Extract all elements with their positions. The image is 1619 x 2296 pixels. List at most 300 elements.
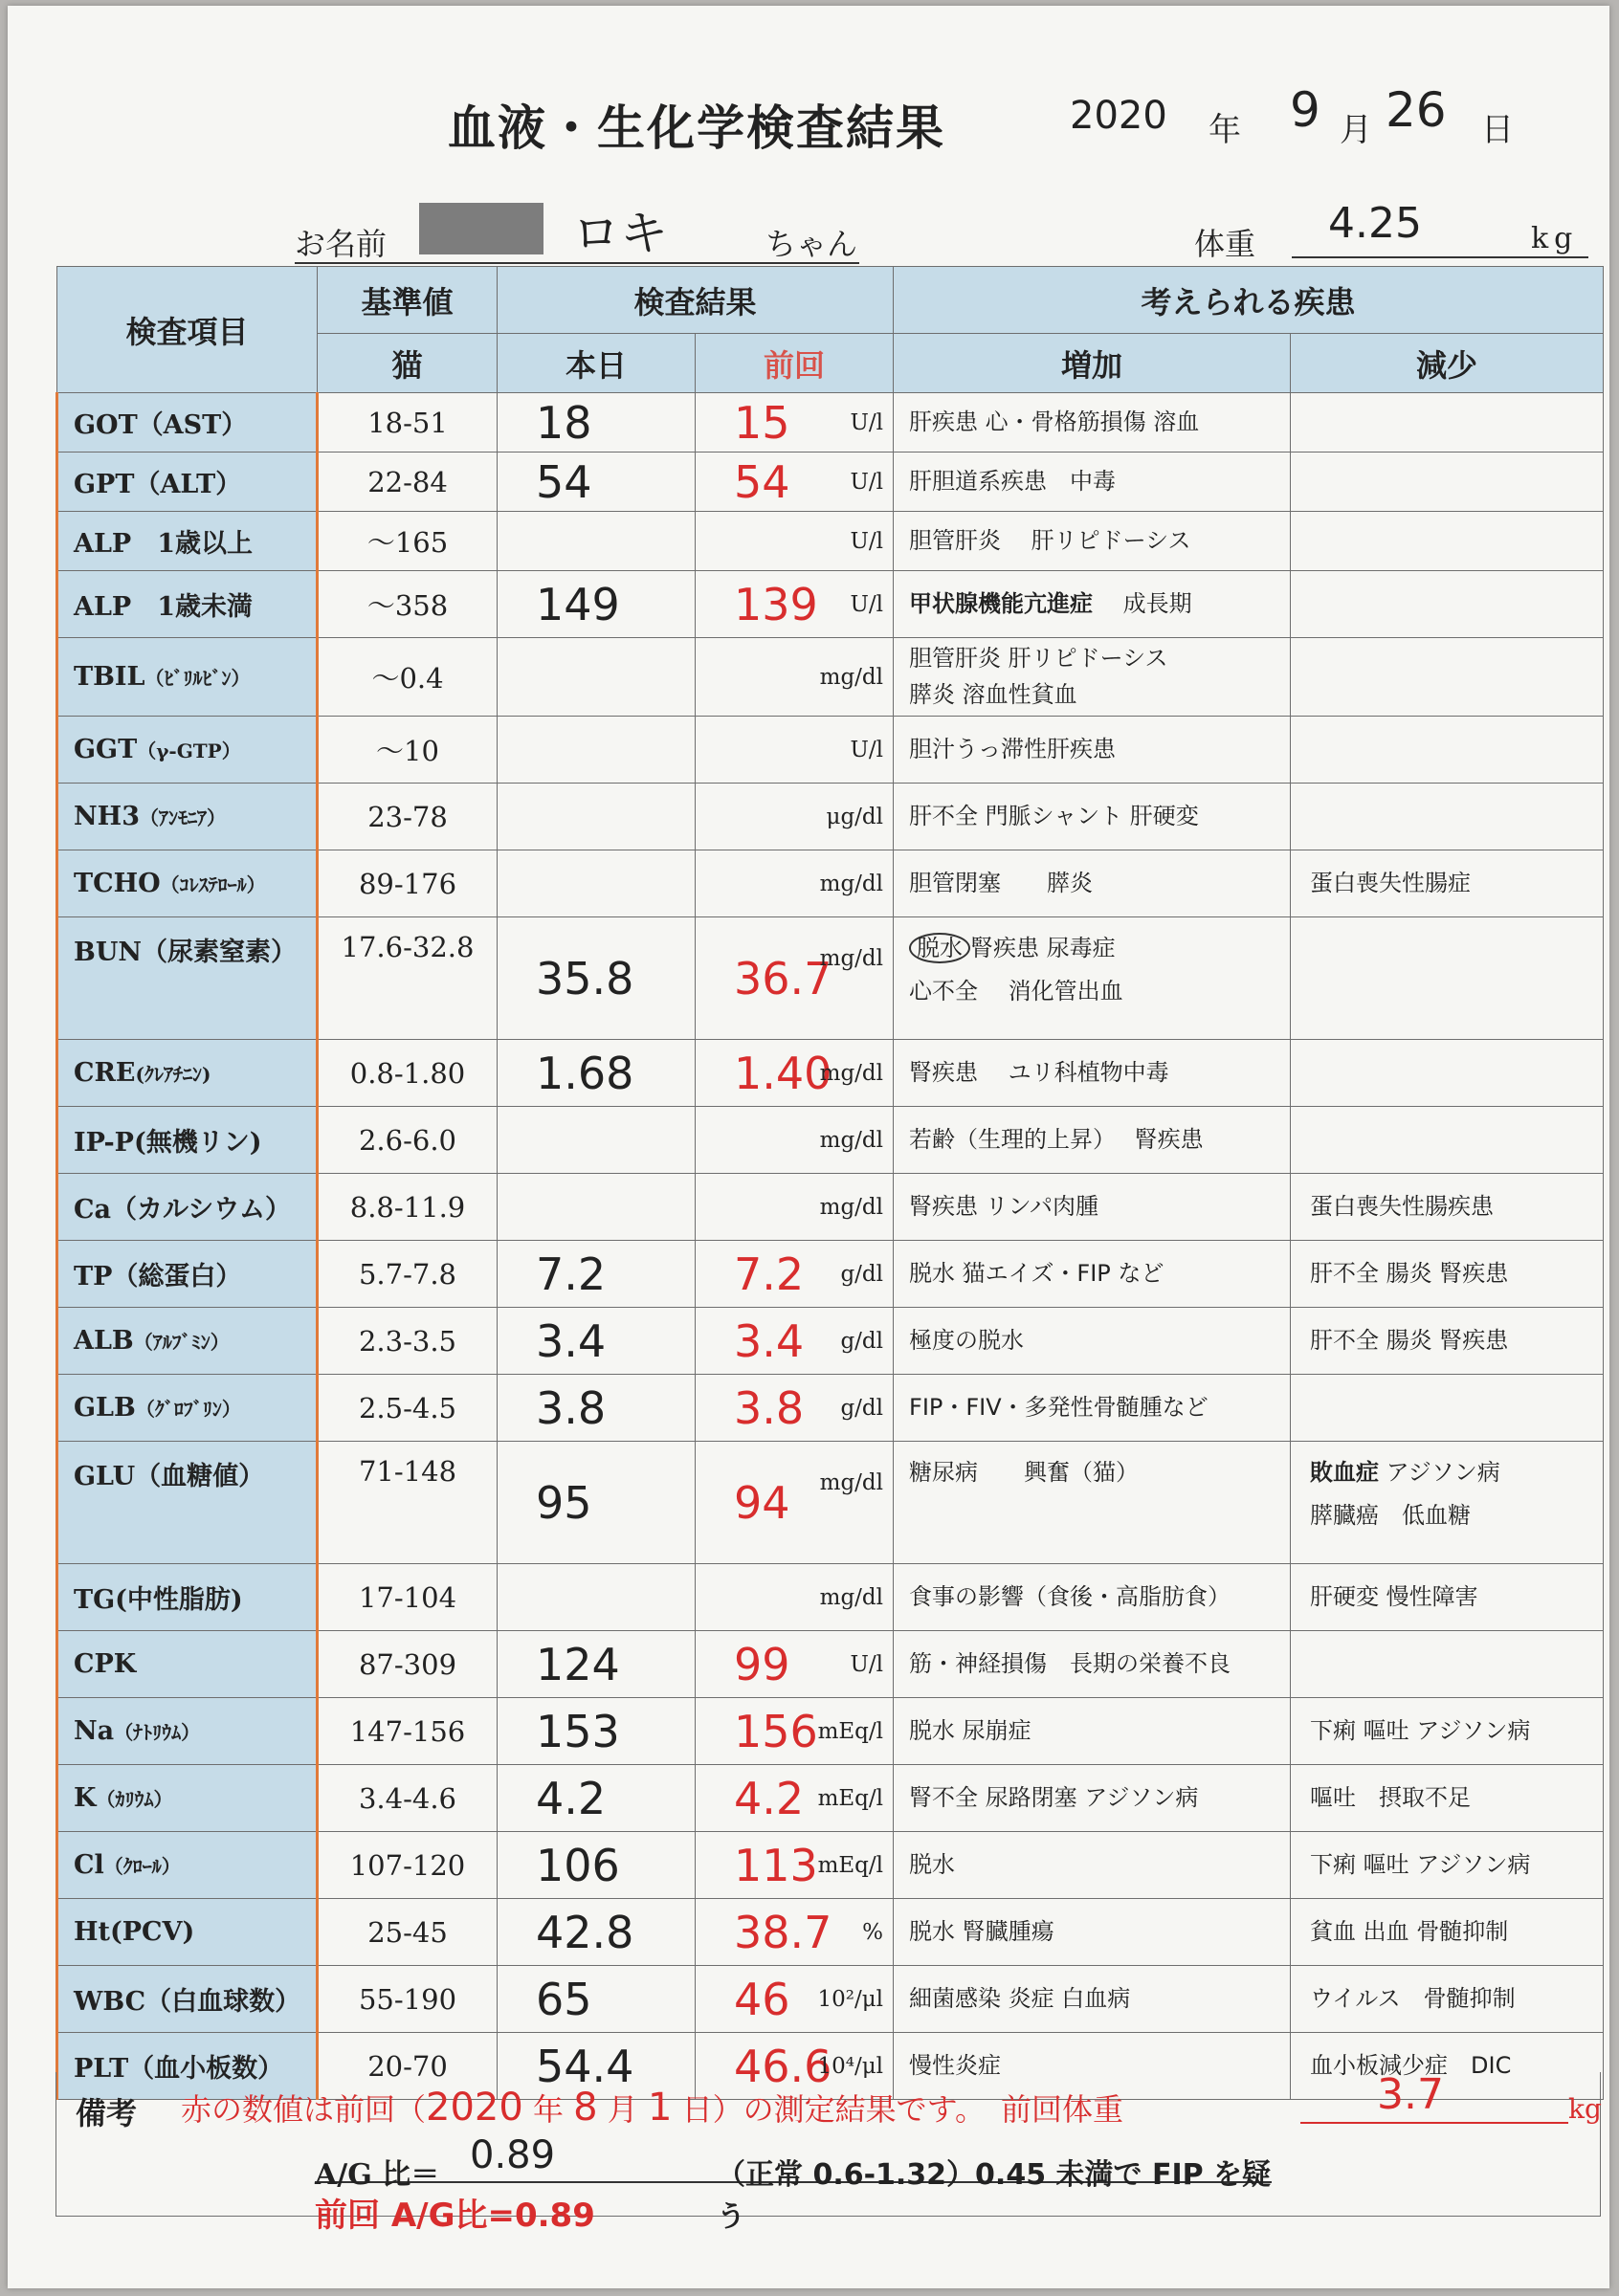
result-today-value: 106: [536, 1839, 620, 1891]
result-today-value: 54.4: [536, 2040, 634, 2092]
increase-diseases: [894, 1631, 1291, 1698]
header-reference-cat: 猫: [318, 334, 498, 393]
result-today: [498, 1832, 696, 1899]
test-item-name: GLU（血糖値）: [74, 1462, 265, 1491]
disease-line: 脱水 猫エイズ・FIP など: [909, 1259, 1164, 1287]
disease-line: 食事の影響（食後・高脂肪食）: [909, 1582, 1231, 1610]
reference-range: ～10: [318, 717, 498, 784]
disease-line: 慢性炎症: [909, 2051, 1002, 2079]
unit-label: mg/dl: [819, 1127, 884, 1153]
increase-diseases: [894, 850, 1291, 917]
disease-line: 血小板減少症 DIC: [1310, 2051, 1512, 2079]
circled-dehydration: 脱水: [909, 933, 970, 963]
table-row: [57, 1832, 1604, 1899]
result-previous: [696, 1966, 894, 2033]
increase-diseases: [894, 571, 1291, 638]
test-item: [57, 1631, 318, 1698]
remarks-suffix: 日）の測定結果です。 前回体重: [681, 2091, 1124, 2128]
test-item-name: IP-P(無機リン): [74, 1128, 262, 1158]
increase-diseases: [894, 784, 1291, 850]
remarks-prefix: 赤の数値は前回（: [181, 2091, 427, 2128]
test-item: [57, 1174, 318, 1241]
table-row: [57, 1631, 1604, 1698]
header-today: 本日: [498, 334, 696, 393]
remarks-label: 備考: [76, 2095, 138, 2131]
weight-value: 4.25: [1328, 199, 1422, 248]
test-item-name: K: [74, 1783, 97, 1813]
result-previous: [696, 1832, 894, 1899]
result-today: [498, 1040, 696, 1107]
patient-name: ロキ: [572, 206, 668, 261]
result-today-value: 42.8: [536, 1906, 634, 1958]
test-item-name: BUN（尿素窒素）: [74, 938, 298, 967]
result-today-value: 35.8: [536, 952, 634, 1004]
decrease-diseases: [1291, 717, 1604, 784]
result-today: [498, 717, 696, 784]
name-suffix: ちゃん: [765, 226, 858, 262]
result-today: [498, 1899, 696, 1966]
result-previous: [696, 638, 894, 717]
result-today: [498, 1765, 696, 1832]
result-today: [498, 917, 696, 1040]
table-row: [57, 850, 1604, 917]
disease-label-bold: 甲状腺機能亢進症: [909, 589, 1094, 617]
result-previous-value: 156: [734, 1705, 818, 1757]
increase-diseases: [894, 393, 1291, 453]
result-previous-value: 3.4: [734, 1314, 805, 1367]
result-today: [498, 1442, 696, 1564]
test-item: [57, 393, 318, 453]
disease-line: ウイルス 骨髄抑制: [1310, 1984, 1516, 2012]
test-item-subtitle: (ｸﾚｱﾁﾆﾝ): [135, 1063, 211, 1086]
test-item: [57, 453, 318, 512]
remarks-section: [55, 2070, 1602, 2235]
ag-ratio-normal-range: （正常 0.6-1.32）0.45 未満で FIP を疑う: [717, 2158, 1272, 2234]
unit-label: g/dl: [840, 1328, 884, 1354]
test-item: [57, 512, 318, 571]
header-previous: 前回: [696, 334, 894, 393]
test-item-subtitle: （ｸﾞﾛﾌﾞﾘﾝ）: [135, 1398, 241, 1421]
weight-row: [1194, 199, 1596, 262]
test-item-name: Cl: [74, 1850, 104, 1880]
disease-line: 肝硬変 慢性障害: [1310, 1582, 1478, 1610]
increase-diseases: [894, 453, 1291, 512]
disease-line: 若齢（生理的上昇） 腎疾患: [909, 1125, 1204, 1153]
test-item-name: TBIL: [74, 662, 145, 692]
table-row: [57, 453, 1604, 512]
test-item: [57, 638, 318, 717]
unit-label: mg/dl: [819, 946, 884, 971]
reference-range: 23-78: [318, 784, 498, 850]
report-title: 血液・生化学検査結果: [448, 100, 945, 156]
reference-range: 25-45: [318, 1899, 498, 1966]
reference-range: 5.7-7.8: [318, 1241, 498, 1308]
increase-diseases: [894, 1241, 1291, 1308]
test-item-name: GPT（ALT）: [74, 470, 242, 499]
decrease-diseases: [1291, 1631, 1604, 1698]
disease-line: 肝胆道系疾患 中毒: [909, 467, 1117, 495]
result-today-value: 124: [536, 1638, 620, 1690]
unit-label: mg/dl: [819, 1470, 884, 1495]
result-today: [498, 1698, 696, 1765]
increase-diseases: [894, 1375, 1291, 1442]
table-row: [57, 1107, 1604, 1174]
decrease-diseases: [1291, 1765, 1604, 1832]
result-previous: [696, 1308, 894, 1375]
reference-range: 89-176: [318, 850, 498, 917]
disease-line: 糖尿病 興奮（猫）: [909, 1459, 1140, 1486]
decrease-diseases: [1291, 512, 1604, 571]
result-today: [498, 571, 696, 638]
decrease-diseases: [1291, 917, 1604, 1040]
table-row: [57, 784, 1604, 850]
unit-label: g/dl: [840, 1261, 884, 1287]
result-previous-value: 36.7: [734, 952, 832, 1004]
header-diseases: 考えられる疾患: [894, 267, 1604, 334]
date-day: 26: [1386, 82, 1447, 138]
weight-label: 体重: [1194, 226, 1256, 262]
name-label: お名前: [295, 226, 388, 262]
test-item-name: ALB: [74, 1326, 134, 1356]
result-today-value: 54: [536, 455, 592, 508]
test-item-subtitle: （ｶﾘｳﾑ）: [96, 1788, 173, 1811]
test-item-name: PLT（血小板数）: [74, 2054, 284, 2084]
decrease-diseases: [1291, 1107, 1604, 1174]
reference-range: 8.8-11.9: [318, 1174, 498, 1241]
result-previous: [696, 784, 894, 850]
disease-line: 肝疾患 心・骨格筋損傷 溶血: [909, 408, 1200, 435]
disease-line: 嘔吐 摂取不足: [1310, 1783, 1472, 1811]
remarks-year-label: 年: [532, 2091, 564, 2128]
reference-range: 2.6-6.0: [318, 1107, 498, 1174]
patient-name-row: [295, 206, 859, 264]
unit-label: mg/dl: [819, 664, 884, 690]
test-item-name: TP（総蛋白）: [74, 1262, 242, 1292]
result-previous: [696, 1698, 894, 1765]
unit-label: mg/dl: [819, 871, 884, 896]
reference-range: 22-84: [318, 453, 498, 512]
result-previous: [696, 1564, 894, 1631]
test-item-subtitle: （ｱﾝﾓﾆｱ）: [139, 806, 226, 829]
increase-diseases: [894, 638, 1291, 717]
disease-line: 下痢 嘔吐 アジソン病: [1310, 1716, 1531, 1744]
table-row: [57, 393, 1604, 453]
date-year-label: 年: [1209, 111, 1241, 149]
remarks-year: 2020: [426, 2086, 523, 2130]
disease-line: 極度の脱水: [909, 1326, 1025, 1354]
disease-line: 膵臓癌 低血糖: [1310, 1502, 1472, 1530]
table-row: [57, 1966, 1604, 2033]
result-today-value: 4.2: [536, 1772, 607, 1824]
increase-diseases: [894, 717, 1291, 784]
unit-label: 10²/μl: [817, 1986, 884, 2012]
test-item: [57, 1308, 318, 1375]
test-item-subtitle: （ｸﾛｰﾙ）: [103, 1855, 181, 1878]
result-previous: [696, 1107, 894, 1174]
remarks-day: 1: [647, 2086, 673, 2130]
result-today: [498, 1308, 696, 1375]
disease-line: 肝不全 腸炎 腎疾患: [1310, 1326, 1509, 1354]
test-item-subtitle: （ｺﾚｽﾃﾛｰﾙ）: [160, 873, 266, 896]
result-previous: [696, 917, 894, 1040]
reference-range: 107-120: [318, 1832, 498, 1899]
table-row: [57, 512, 1604, 571]
increase-diseases: [894, 1174, 1291, 1241]
reference-range: 3.4-4.6: [318, 1765, 498, 1832]
disease-line: [909, 586, 1290, 622]
disease-line: 脱水 尿崩症: [909, 1716, 1031, 1744]
weight-underline: [1292, 256, 1588, 258]
test-item: [57, 1040, 318, 1107]
decrease-diseases: [1291, 1308, 1604, 1375]
table-row: [57, 638, 1604, 717]
increase-diseases: [894, 1564, 1291, 1631]
remarks-month-label: 月: [607, 2091, 638, 2128]
disease-line: 膵炎 溶血性貧血: [909, 680, 1077, 708]
decrease-diseases: [1291, 1442, 1604, 1564]
table-row: [57, 717, 1604, 784]
result-previous: [696, 453, 894, 512]
decrease-diseases: [1291, 1241, 1604, 1308]
result-previous-value: 7.2: [734, 1247, 805, 1300]
increase-diseases: [894, 1832, 1291, 1899]
reference-range: 87-309: [318, 1631, 498, 1698]
result-today: [498, 850, 696, 917]
reference-range: 2.3-3.5: [318, 1308, 498, 1375]
reference-range: 20-70: [318, 2033, 498, 2100]
disease-line: 筋・神経損傷 長期の栄養不良: [909, 1649, 1231, 1677]
result-previous: [696, 717, 894, 784]
remarks-text: [181, 2086, 1123, 2130]
reference-range: 17.6-32.8: [318, 917, 498, 1040]
disease-line: 肝不全 門脈シャント 肝硬変: [909, 802, 1199, 829]
table-row: [57, 1442, 1604, 1564]
disease-line: FIP・FIV・多発性骨髄腫など: [909, 1393, 1209, 1421]
disease-line: 胆管閉塞 膵炎: [909, 869, 1094, 896]
result-today: [498, 512, 696, 571]
result-today-value: 65: [536, 1973, 592, 2025]
test-item-name: Ca（カルシウム）: [74, 1195, 292, 1225]
disease-line: 腎不全 尿路閉塞 アジソン病: [909, 1783, 1199, 1811]
test-item-subtitle: （ﾅﾄﾘｳﾑ）: [114, 1721, 201, 1744]
test-item-name: ALP 1歳以上: [74, 529, 254, 559]
test-item: [57, 1899, 318, 1966]
result-today: [498, 1631, 696, 1698]
reference-range: 55-190: [318, 1966, 498, 2033]
redacted-name-block: [419, 203, 543, 254]
table-row: [57, 1564, 1604, 1631]
test-item: [57, 1698, 318, 1765]
reference-range: 17-104: [318, 1564, 498, 1631]
table-row: [57, 1308, 1604, 1375]
result-today: [498, 1966, 696, 2033]
result-previous-value: 3.8: [734, 1381, 805, 1434]
result-previous: [696, 1631, 894, 1698]
unit-label: g/dl: [840, 1395, 884, 1421]
reference-range: 0.8-1.80: [318, 1040, 498, 1107]
header-item: 検査項目: [57, 267, 318, 393]
increase-diseases: [894, 1899, 1291, 1966]
decrease-diseases: [1291, 571, 1604, 638]
table-row: [57, 1698, 1604, 1765]
previous-weight-unit: kg: [1568, 2093, 1602, 2125]
result-previous: [696, 1765, 894, 1832]
reference-range: ～358: [318, 571, 498, 638]
disease-label-bold: 敗血症: [1310, 1459, 1380, 1486]
result-previous-value: 15: [734, 396, 790, 449]
result-previous-value: 46: [734, 1973, 790, 2025]
test-item-name: WBC（白血球数）: [74, 1987, 301, 2017]
result-previous-value: 1.40: [734, 1047, 832, 1099]
result-today-value: 149: [536, 578, 620, 630]
result-previous: [696, 1040, 894, 1107]
disease-line: 脱水 腎臓腫瘍: [909, 1917, 1054, 1945]
result-today-value: 95: [536, 1476, 592, 1529]
unit-label: U/l: [850, 737, 884, 762]
ag-ratio-previous: 前回 A/G比=0.89: [315, 2197, 595, 2235]
remarks-month: 8: [573, 2086, 598, 2130]
decrease-diseases: [1291, 784, 1604, 850]
decrease-diseases: [1291, 638, 1604, 717]
result-previous-value: 94: [734, 1476, 790, 1529]
result-previous: [696, 1442, 894, 1564]
ag-ratio-label: A/G 比＝: [315, 2158, 440, 2192]
result-today-value: 3.8: [536, 1381, 607, 1434]
disease-line: [909, 931, 1290, 966]
test-item: [57, 1375, 318, 1442]
increase-diseases: [894, 1107, 1291, 1174]
date-year: 2020: [1070, 94, 1167, 138]
test-item-name: TG(中性脂肪): [74, 1585, 243, 1615]
test-item: [57, 717, 318, 784]
result-previous-value: 38.7: [734, 1906, 832, 1958]
header-result: 検査結果: [498, 267, 894, 334]
increase-diseases: [894, 1308, 1291, 1375]
unit-label: U/l: [850, 528, 884, 554]
table-row: [57, 1899, 1604, 1966]
test-item-name: Ht(PCV): [74, 1917, 195, 1947]
result-today: [498, 1174, 696, 1241]
decrease-diseases: [1291, 1375, 1604, 1442]
decrease-diseases: [1291, 1174, 1604, 1241]
result-previous: [696, 1174, 894, 1241]
unit-label: U/l: [850, 469, 884, 495]
result-previous: [696, 1375, 894, 1442]
unit-label: mEq/l: [817, 1785, 884, 1811]
result-today-value: 3.4: [536, 1314, 607, 1367]
test-item-name: NH3: [74, 802, 140, 831]
test-item: [57, 1832, 318, 1899]
unit-label: mg/dl: [819, 1194, 884, 1220]
disease-line: 胆管肝炎 肝リピドーシス: [909, 526, 1191, 554]
test-item-subtitle: （ﾋﾞﾘﾙﾋﾞﾝ）: [144, 667, 251, 690]
result-today-value: 153: [536, 1705, 620, 1757]
disease-label: アジソン病: [1386, 1459, 1500, 1486]
test-item: [57, 1241, 318, 1308]
unit-label: μg/dl: [826, 804, 884, 829]
unit-label: mg/dl: [819, 1060, 884, 1086]
result-today: [498, 638, 696, 717]
unit-label: mEq/l: [817, 1718, 884, 1744]
result-today-value: 7.2: [536, 1247, 607, 1300]
header-increase: 増加: [894, 334, 1291, 393]
table-row: [57, 917, 1604, 1040]
reference-range: 18-51: [318, 393, 498, 453]
date-day-label: 日: [1481, 111, 1514, 149]
ag-ratio-value: 0.89: [470, 2133, 556, 2177]
disease-line: 腎疾患 ユリ科植物中毒: [909, 1058, 1169, 1086]
test-item: [57, 571, 318, 638]
increase-diseases: [894, 917, 1291, 1040]
result-previous: [696, 1241, 894, 1308]
test-item: [57, 917, 318, 1040]
unit-label: U/l: [850, 1651, 884, 1677]
weight-unit: kg: [1531, 222, 1579, 255]
result-previous: [696, 850, 894, 917]
test-item-name: ALP 1歳未満: [74, 592, 254, 622]
test-item-subtitle: （ｱﾙﾌﾞﾐﾝ）: [133, 1331, 230, 1354]
table-row: [57, 571, 1604, 638]
decrease-diseases: [1291, 1698, 1604, 1765]
result-previous-value: 46.6: [734, 2040, 832, 2092]
result-today: [498, 784, 696, 850]
header-decrease: 減少: [1291, 334, 1604, 393]
reference-range: 2.5-4.5: [318, 1375, 498, 1442]
test-item-name: Na: [74, 1716, 115, 1746]
unit-label: %: [862, 1919, 884, 1945]
result-today-value: 18: [536, 396, 592, 449]
table-row: [57, 1040, 1604, 1107]
test-item: [57, 850, 318, 917]
test-item-name: GGT: [74, 735, 138, 764]
result-previous-value: 113: [734, 1839, 818, 1891]
test-item-subtitle: （γ-GTP）: [137, 740, 241, 762]
table-row: [57, 1375, 1604, 1442]
disease-line: 腎疾患 リンパ肉腫: [909, 1192, 1098, 1220]
decrease-diseases: [1291, 453, 1604, 512]
result-previous-value: 4.2: [734, 1772, 805, 1824]
test-item-name: CRE: [74, 1058, 136, 1088]
reference-range: ～165: [318, 512, 498, 571]
reference-range: 71-148: [318, 1442, 498, 1564]
result-today: [498, 393, 696, 453]
reference-range: 147-156: [318, 1698, 498, 1765]
increase-diseases: [894, 1698, 1291, 1765]
increase-diseases: [894, 1442, 1291, 1564]
date-month: 9: [1290, 82, 1320, 138]
result-today: [498, 453, 696, 512]
increase-diseases: [894, 1966, 1291, 2033]
result-previous-value: 139: [734, 578, 818, 630]
disease-line: 脱水: [909, 1850, 956, 1878]
disease-line: 蛋白喪失性腸症: [1310, 869, 1472, 896]
test-item: [57, 1564, 318, 1631]
result-previous-value: 54: [734, 455, 790, 508]
test-item-name: TCHO: [74, 869, 161, 898]
disease-line: 心不全 消化管出血: [909, 978, 1123, 1005]
test-item: [57, 1966, 318, 2033]
increase-diseases: [894, 512, 1291, 571]
decrease-diseases: [1291, 1899, 1604, 1966]
increase-diseases: [894, 1765, 1291, 1832]
result-previous: [696, 571, 894, 638]
result-previous-value: 99: [734, 1638, 790, 1690]
result-previous: [696, 393, 894, 453]
results-table: [55, 266, 1604, 2100]
disease-line: 貧血 出血 骨髄抑制: [1310, 1917, 1509, 1945]
test-item-name: GOT（AST）: [74, 410, 248, 440]
table-row: [57, 1174, 1604, 1241]
